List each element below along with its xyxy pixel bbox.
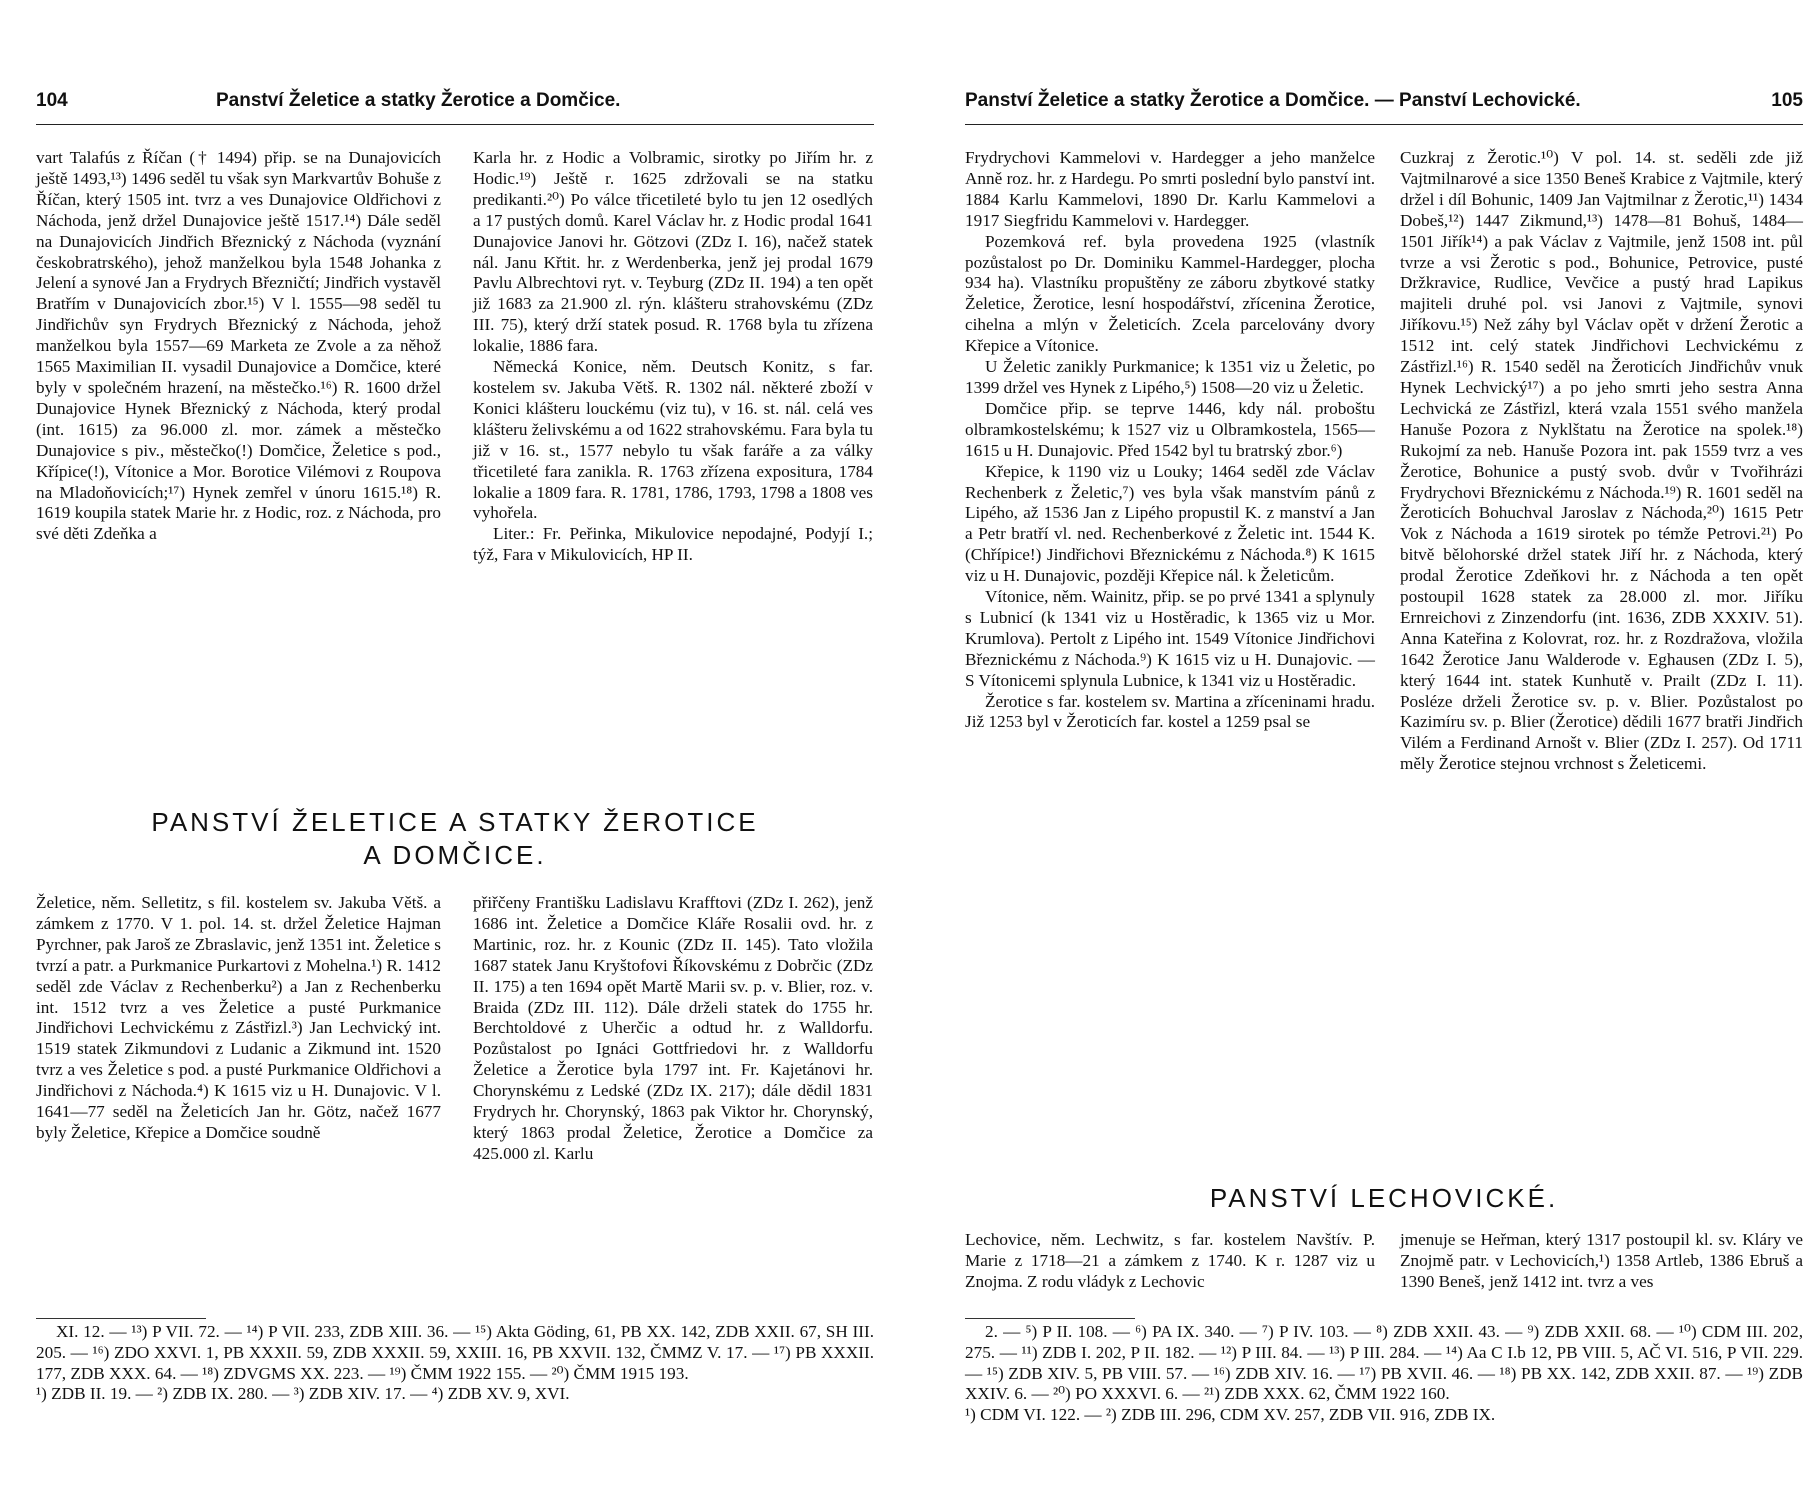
section-title-lechovice (965, 1182, 1803, 1215)
right-column-4 (1400, 1230, 1803, 1293)
footnote-block: XI. 12. — ¹³) P VII. 72. — ¹⁴) P VII. 233, ZDB XIII. 36. — ¹⁵) Akta Göding, 61, PB XX. 142, ZDB XXII. 67, SH III. 205. — ¹⁶) ZDO XXVI. 1, PB XXXII. 59, ZDB XXXII. 59, XXIII. 16, PB XXVII. 132, ČMMZ V. 17. — ¹⁷) PB XXXII. 177, ZDB XXX. 64. — ¹⁸) ZDVGMS XX. 223. — ¹⁹) ČMM 1922 155. — ²⁰) ČMM 1915 193. (36, 1322, 874, 1383)
paragraph: Karla hr. z Hodic a Volbramic, sirotky po Jiřím hr. z Hodic.¹⁹) Ještě r. 1625 zdržovali se na statku predikanti.²⁰) Po válce třicetileté bylo tu jen 12 osedlých a 17 pustých domů. Karel Václav hr. z Hodic prodal 1641 Dunajovice Janovi hr. Götzovi (ZDz I. 16), načež statek nál. Janu Křtit. hr. z Werdenberka, jenž jej prodal 1679 Pavlu Albrechtovi ryt. v. Teyburg (ZDz II. 194) a ten opět již 1683 za 21.900 zl. rýn. klášteru strahovskému (ZDz III. 75), který drží statek posud. R. 1768 byla tu zřízena lokalie, 1886 fara. (473, 148, 873, 356)
paragraph: přiřčeny Františku Ladislavu Krafftovi (ZDz I. 262), jenž 1686 int. Želetice a Domčice Kláře Rosalii ovd. hr. z Martinic, roz. hr. z Kounic (ZDz II. 145). Tato vložila 1687 statek Janu Kryštofovi Říkovskému z Dobrčic (ZDz II. 175) a ten 1694 opět Martě Marii sv. p. v. Blier, roz. v. Braida (ZDz III. 112). Dále drželi statek do 1755 hr. Berchtoldové z Uherčic a odtud hr. z Walldorfu. Pozůstalost po Ignáci Gottfriedovi hr. z Walldorfu Želetice a Žerotice byla 1797 int. Fr. Kajetánovi hr. Chorynskému z Ledské (ZDz IX. 217); dále dědil 1831 Frydrych hr. Chorynský, 1863 pak Viktor hr. Chorynský, který 1863 prodal Želetice, Žerotice a Domčice za 425.000 zl. Karlu (473, 893, 873, 1163)
left-column-1 (36, 148, 441, 545)
left-running-header (36, 90, 874, 125)
left-column-2 (473, 148, 873, 566)
section-title-line-1: PANSTVÍ ŽELETICE A STATKY ŽEROTICE (151, 807, 759, 837)
left-page-number: 104 (36, 90, 68, 111)
right-column-3 (965, 1230, 1375, 1293)
paragraph-pozemkova-reforma: Pozemková ref. byla provedena 1925 (vlastník pozůstalost po Dr. Dominiku Kammel-Hardegger, plocha 934 ha). Vlastníku propuštěny ze záboru zbytkové statky Želetice, Žerotice, lesní hospodářství, zřícenina Žerotice, cihelna a mlýn v Želeticích. Zcela parcelovány dvory Křepice a Vítonice. (965, 231, 1375, 356)
left-running-head-title: Panství Želetice a statky Žerotice a Domčice. (216, 90, 621, 111)
section-title-line: PANSTVÍ LECHOVICKÉ. (1209, 1183, 1559, 1213)
footnote-rule (36, 1318, 206, 1319)
right-running-head-title: Panství Želetice a statky Žerotice a Domčice. — Panství Lechovické. (965, 90, 1581, 111)
paragraph-purkmanice: U Želetic zanikly Purkmanice; k 1351 viz u Želetic, po 1399 držel ves Hynek z Lipého,⁵) 1508—20 viz u Želetic. (965, 357, 1375, 397)
paragraph: vart Talafús z Říčan († 1494) přip. se na Dunajovicích ještě 1493,¹³) 1496 seděl tu však syn Markvartův Bohuše z Říčan, který 1505 int. tvrz a ves Dunajovice Oldřichovi z Náchoda, jenž držel Dunajovice ještě 1517.¹⁴) Dále seděl na Dunajovicích Jindřich Březnický z Náchoda (vyznání českobratrského), jehož manželkou byla 1548 Johanka z Jelení a synové Jan a Frydrych Březničtí; Jindřich vystavěl Bratřím v Dunajovicích zbor.¹⁵) V l. 1555—98 seděl tu Jindřichův syn Frydrych Březnický z Náchoda, jehož manželkou byla 1557—69 Marketa ze Zvole a za něhož 1565 Maximilian II. vysadil Dunajovice a Domčice, které byly v společném hrazení, na městečko.¹⁶) R. 1600 držel Dunajovice Hynek Březnický z Náchoda, který prodal (int. 1615) za 96.000 zl. mor. zámek a městečko Dunajovice s piv., městečko(!) Domčice, Želetice s pod., Křípice(!), Vítonice a Mor. Borotice Vilémovi z Roupova na Mladoňovicích;¹⁷) Hynek zemřel v únoru 1615.¹⁸) R. 1619 koupila statek Marie hr. z Hodic, roz. z Náchoda, pro své děti Zdeňka a (36, 148, 441, 544)
paragraph-krepice: Křepice, k 1190 viz u Louky; 1464 seděl zde Václav Rechenberk z Želetic,⁷) ves byla však manstvím pánů z Lipého, až 1536 Jan z Lipého propustil K. z manství a Jan a Petr bratří vl. ned. Rechenberkové z Želetic int. 1544 K. (Chřípice!) Jindřichovi Březnickému z Náchoda.⁸) K 1615 viz u H. Dunajovic, později Křepice nál. k Želeticům. (965, 461, 1375, 586)
paragraph-domcice: Domčice přip. se teprve 1446, kdy nál. proboštu olbramkostelskému; k 1527 viz u Olbramkostela, 1565—1615 u H. Dunajovic. Před 1542 byl tu bratrský zbor.⁶) (965, 398, 1375, 460)
paragraph-zerotice: Žerotice s far. kostelem sv. Martina a zříceninami hradu. Již 1253 byl v Žeroticích far. kostel a 1259 psal se (965, 691, 1375, 732)
section-title-zeletice (36, 806, 874, 872)
footnote-block: ¹) CDM VI. 122. — ²) ZDB III. 296, CDM XV. 257, ZDB VII. 916, ZDB IX. (965, 1405, 1496, 1425)
literature-note: Liter.: Fr. Peřinka, Mikulovice nepodajné, Podyjí I.; týž, Fara v Mikulovicích, HP II. (473, 524, 873, 565)
paragraph-lechovice: Lechovice, něm. Lechwitz, s far. kostelem Navštív. P. Marie z 1718—21 a zámkem z 1740. K r. 1287 viz u Znojma. Z rodu vládyk z Lechovic (965, 1230, 1375, 1291)
footnote-rule (965, 1318, 1135, 1319)
right-column-1 (965, 148, 1375, 733)
left-footnotes (36, 1322, 874, 1405)
right-column-2 (1400, 148, 1803, 775)
left-column-3 (36, 893, 441, 1144)
paragraph-vitonice: Vítonice, něm. Wainitz, přip. se po prvé 1341 a splynuly s Lubnicí (k 1341 viz u Hostěradic, k 1365 viz u Mor. Krumlova). Pertolt z Lipého int. 1549 Vítonice Jindřichovi Březnickému z Náchoda.⁹) K 1615 viz u H. Dunajovic. — S Vítonicemi splynula Lubnice, k 1341 viz u Hostěradic. (965, 587, 1375, 690)
footnote-block: 2. — ⁵) P II. 108. — ⁶) PA IX. 340. — ⁷) P IV. 103. — ⁸) ZDB XXII. 43. — ⁹) ZDB XXII. 68. — ¹⁰) CDM III. 202, 275. — ¹¹) ZDB I. 202, P II. 182. — ¹²) P III. 84. — ¹³) P III. 284. — ¹⁴) Aa C I.b 12, PB VIII. 5, AČ VI. 516, P VII. 229. — ¹⁵) ZDB XIV. 5, PB VIII. 57. — ¹⁶) ZDB XIV. 16. — ¹⁷) PB XVII. 46. — ¹⁸) PB XX. 142, ZDB XXII. 87. — ¹⁹) ZDB XXIV. 6. — ²⁰) PO XXXVI. 6. — ²¹) ZDB XXX. 62, ČMM 1922 160. (965, 1322, 1803, 1404)
left-column-4 (473, 893, 873, 1165)
paragraph-nemecka-konice: Německá Konice, něm. Deutsch Konitz, s far. kostelem sv. Jakuba Větš. R. 1302 nál. některé zboží v Konici klášteru louckému (viz tu), v 16. st. nál. celá ves klášteru želivskému a od 1622 strahovskému. Fara byla tu již v 16. st., 1577 nebylo tu však faráře a za války třicetileté fara zanikla. R. 1763 zřízena expositura, 1784 lokalie a 1809 fara. R. 1781, 1786, 1793, 1798 a 1808 ves vyhořela. (473, 357, 873, 523)
footnote-block: ¹) ZDB II. 19. — ²) ZDB IX. 280. — ³) ZDB XIV. 17. — ⁴) ZDB XV. 9, XVI. (36, 1384, 570, 1404)
right-running-header (965, 90, 1803, 125)
paragraph: jmenuje se Heřman, který 1317 postoupil kl. sv. Kláry ve Znojmě patr. v Lechovicích,¹) 1358 Artleb, 1386 Ebruš a 1390 Beneš, jenž 1412 int. tvrz a ves (1400, 1230, 1803, 1291)
paragraph: Frydrychovi Kammelovi v. Hardegger a jeho manželce Anně roz. hr. z Hardegu. Po smrti poslední bylo panství int. 1884 Karlu Kammelovi, 1890 Dr. Karlu Kammelovi a 1917 Siegfridu Kammelovi v. Hardegger. (965, 148, 1375, 230)
right-footnotes (965, 1322, 1803, 1426)
section-title-line-2: A DOMČICE. (363, 840, 547, 870)
right-page-number: 105 (1771, 90, 1803, 111)
right-page (905, 0, 1810, 1500)
paragraph-zeletice: Želetice, něm. Selletitz, s fil. kostelem sv. Jakuba Větš. a zámkem z 1770. V 1. pol. 14. st. držel Želetice Hajman Pyrchner, pak Jaroš ze Zbraslavic, jenž 1351 int. Želetice s tvrzí a patr. a Purkmanice Purkartovi z Mohelna.¹) R. 1412 seděl zde Václav z Rechenberku²) a Jan z Rechenberku int. 1512 tvrz a ves Želetice a pusté Purkmanice Jindřichovi Lechvickému z Zástřizl.³) Jan Lechvický int. 1519 statek Zikmundovi z Ludanic a Zikmund int. 1520 tvrz a ves Želetice s pod. a pusté Purkmanice Oldřichovi a Jindřichovi z Náchoda.⁴) K 1615 viz u H. Dunajovic. V l. 1641—77 seděl na Želeticích Jan hr. Götz, načež 1677 byly Želetice, Křepice a Domčice soudně (36, 893, 441, 1142)
paragraph: Cuzkraj z Žerotic.¹⁰) V pol. 14. st. seděli zde již Vajtmilnarové a sice 1350 Beneš Krabice z Vajtmile, který držel i díl Bohunic, 1409 Jan Vajtmilnar z Žerotic,¹¹) 1434 Dobeš,¹²) 1447 Zikmund,¹³) 1478—81 Bohuš, 1484—1501 Jiřík¹⁴) a pak Václav z Vajtmile, jenž 1508 int. půl tvrze a vsi Žerotic s pod., Bohunice, Petrovice, pusté Držkravice, Rudlice, Vevčice a pustý hrad Lapikus majiteli druhé pol. vsi Janovi z Vajtmile, synovi Jiříkovu.¹⁵) Než záhy byl Václav opět v držení Žerotic a 1512 int. celý statek Jindřichovi Lechvickému z Zástřizl.¹⁶) R. 1540 seděl na Žeroticích Jindřichův vnuk Hynek Lechvický¹⁷) a po jeho smrti jeho sestra Anna Lechvická ze Zástřizl, která vzala 1551 svého manžela Hanuše Pozora z Nyklštatu na Žerotice na spolek.¹⁸) Rukojmí za neb. Hanuše Pozora int. pak 1559 tvrz a ves Žerotice, Bohunice a pustý svob. dvůr v Tvořihrázi Frydrychovi Březnickému z Náchoda.¹⁹) R. 1601 seděl na Žeroticích Bohuchval Jaroslav z Náchoda,²⁰) 1615 Petr Vok z Náchoda a 1619 sirotek po témže Petrovi.²¹) Po bitvě bělohorské držel statek Jiří hr. z Náchoda, který prodal Žerotice Zdeňkovi hr. z Náchoda a ten opět postoupil 1628 statek za 28.000 zl. mor. Jiříku Ernreichovi z Zinzendorfu (int. 1636, ZDB XXXIV. 51). Anna Kateřina z Kolovrat, roz. hr. z Rozdražova, vložila 1642 Žerotice Janu Walderode v. Eghausen (ZDz I. 5), který 1644 int. statek Kunhutě v. Prailt (ZDz I. 11). Posléze drželi Žerotice sv. p. v. Blier. Pozůstalost po Kazimíru sv. p. Blier (Žerotice) dědili 1677 bratři Jindřich Vilém a Ferdinand Arnošt v. Blier (ZDz I. 257). Od 1711 měly Žerotice stejnou vrchnost s Želeticemi. (1400, 148, 1803, 774)
